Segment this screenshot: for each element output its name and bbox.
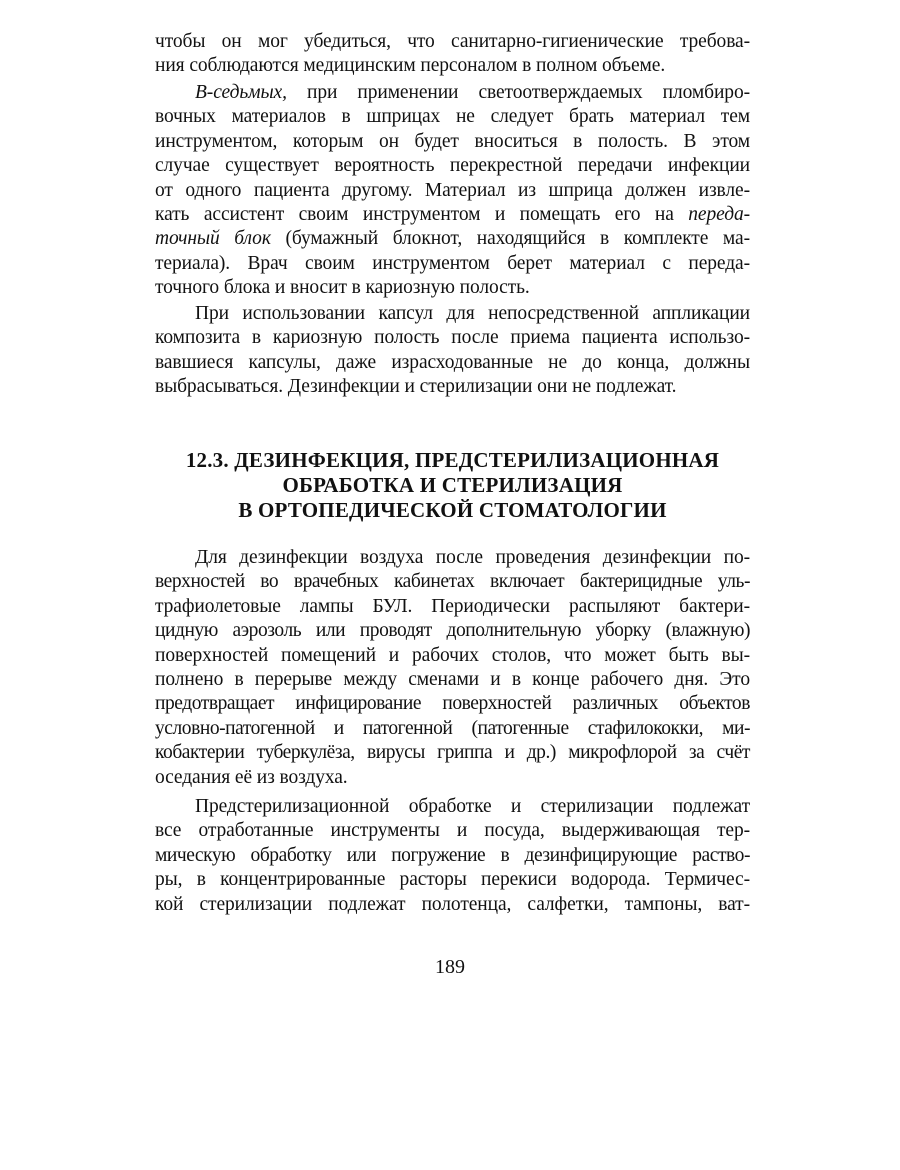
text-line: ры, в концентрированные расторы перекиси водорода. Термичес- (155, 869, 750, 891)
text-line: условно-патогенной и патогенной (патогенные стафилококки, ми- (155, 717, 750, 739)
text-line: композита в кариозную полость после приема пациента использо- (155, 327, 750, 349)
text-line: полнено в перерыве между сменами и в конце рабочего дня. Это (155, 668, 750, 690)
text-line: поверхностей помещений и рабочих столов, что может быть вы- (155, 644, 750, 666)
text-span: при применении светоотверждаемых пломбиро- (286, 82, 750, 103)
text-line: от одного пациента другому. Материал из шприца должен извле- (155, 179, 750, 201)
italic-term: точный блок (155, 228, 271, 250)
text-line: кобактерии туберкулёза, вирусы гриппа и др.) микрофлорой за счёт (155, 742, 750, 764)
text-line: инструментом, которым он будет вноситься в полость. В этом (155, 130, 750, 152)
text-line: вочных материалов в шприцах не следует брать материал тем (155, 106, 750, 128)
text-span: кать ассистент своим инструментом и помещать его на (155, 203, 689, 225)
text-line (155, 227, 750, 251)
page-number: 189 (435, 956, 465, 978)
text-line (155, 203, 750, 227)
paragraph-continuation (155, 30, 750, 79)
text-span: (бумажный блокнот, находящийся в комплекте ма- (270, 228, 750, 250)
text-line: точного блока и вносит в кариозную полость. (155, 277, 530, 299)
text-line: Для дезинфекции воздуха после проведения дезинфекции по- (195, 547, 750, 568)
text-line (155, 81, 750, 105)
heading-line: В ОРТОПЕДИЧЕСКОЙ СТОМАТОЛОГИИ (238, 498, 667, 522)
text-line: вавшиеся капсулы, даже израсходованные не до конца, должны (155, 351, 750, 373)
italic-lead: В-седьмых, (195, 82, 287, 103)
text-line: выбрасываться. Дезинфекции и стерилизации они не подлежат. (155, 376, 677, 398)
paragraph-air-disinfection (155, 546, 750, 790)
text-line: трафиолетовые лампы БУЛ. Периодически распыляют бактери- (155, 595, 750, 617)
text-line: мическую обработку или погружение в дезинфицирующие раство- (155, 844, 750, 866)
text-line: кой стерилизации подлежат полотенца, салфетки, тампоны, ват- (155, 893, 750, 915)
paragraph-sterilization (155, 795, 750, 917)
paragraph-capsules (155, 302, 750, 400)
heading-line: 12.3. ДЕЗИНФЕКЦИЯ, ПРЕДСТЕРИЛИЗАЦИОННАЯ (185, 448, 720, 472)
text-line: оседания её из воздуха. (155, 766, 348, 788)
text-line: верхностей во врачебных кабинетах включает бактерицидные уль- (155, 571, 750, 593)
text-line: случае существует вероятность перекрестной передачи инфекции (155, 155, 750, 177)
text-line: все отработанные инструменты и посуда, выдерживающая тер- (155, 820, 750, 842)
text-line: чтобы он мог убедиться, что санитарно-гигиенические требова- (155, 31, 750, 52)
text-line: териала). Врач своим инструментом берет материал с переда- (155, 252, 750, 274)
text-line: При использовании капсул для непосредственной аппликации (195, 303, 750, 324)
text-line: Предстерилизационной обработке и стерилизации подлежат (195, 796, 750, 817)
text-line: предотвращает инфицирование поверхностей различных объектов (155, 693, 750, 715)
paragraph-seventh (155, 81, 750, 301)
heading-line: ОБРАБОТКА И СТЕРИЛИЗАЦИЯ (282, 473, 623, 497)
section-heading (155, 448, 750, 523)
text-line: цидную аэрозоль или проводят дополнительную уборку (влажную) (155, 620, 750, 642)
italic-term: переда- (688, 203, 750, 225)
text-line: ния соблюдаются медицинским персоналом в полном объеме. (155, 55, 666, 77)
